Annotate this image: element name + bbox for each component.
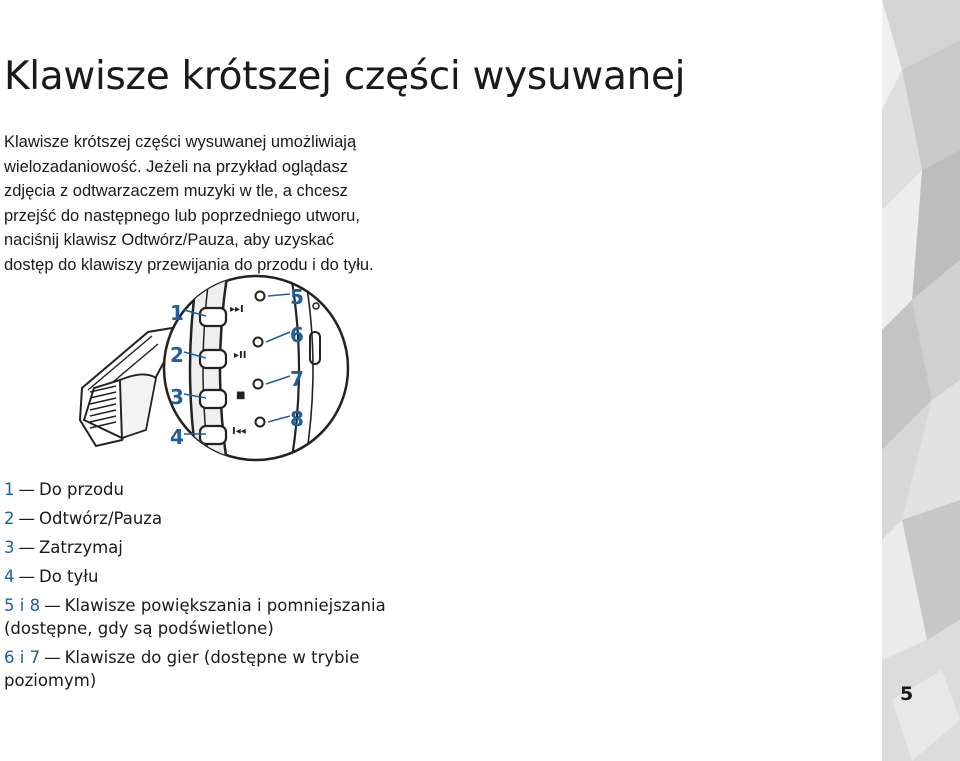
legend-text: Do przodu (39, 480, 124, 499)
callout-6: 6 (290, 323, 304, 347)
decorative-sidebar (882, 0, 960, 761)
legend (4, 478, 424, 698)
callout-3: 3 (170, 385, 184, 409)
callout-8: 8 (290, 407, 304, 431)
legend-text: Do tyłu (39, 567, 99, 586)
legend-text: Odtwórz/Pauza (39, 509, 163, 528)
phone-overview-drawing (80, 328, 178, 446)
device-keys-illustration (60, 270, 360, 470)
legend-number: 5 i 8 (4, 596, 41, 615)
legend-text: Zatrzymaj (39, 538, 123, 557)
legend-number: 2 (4, 509, 15, 528)
legend-text-continued: poziomym) (4, 671, 97, 690)
legend-text: Klawisze powiększania i pomniejszania (64, 596, 386, 615)
legend-number: 6 i 7 (4, 648, 41, 667)
legend-item (4, 536, 424, 559)
svg-text:▸II: ▸II (234, 350, 247, 361)
page-title: Klawisze krótszej części wysuwanej (4, 54, 686, 99)
legend-number: 4 (4, 567, 15, 586)
legend-number: 1 (4, 480, 15, 499)
callout-5: 5 (290, 285, 304, 309)
svg-text:■: ■ (236, 390, 246, 401)
legend-item (4, 646, 424, 692)
legend-number: 3 (4, 538, 15, 557)
magnified-side-keys (164, 270, 348, 470)
legend-item (4, 507, 424, 530)
legend-separator: — (44, 596, 61, 615)
legend-separator: — (44, 648, 61, 667)
intro-line: Klawisze krótszej części wysuwanej umożliwiają (4, 133, 357, 151)
intro-paragraph (4, 130, 444, 278)
callout-4: 4 (170, 425, 184, 449)
intro-line: dostęp do klawiszy przewijania do przodu i do tyłu. (4, 255, 374, 274)
legend-separator: — (18, 509, 35, 528)
intro-line: przejść do następnego lub poprzedniego utworu, (4, 206, 360, 225)
legend-text-continued: (dostępne, gdy są podświetlone) (4, 619, 274, 638)
svg-text:I◂◂: I◂◂ (232, 426, 246, 437)
callout-2: 2 (170, 343, 184, 367)
page-number: 5 (900, 683, 914, 705)
legend-separator: — (18, 480, 35, 499)
callout-7: 7 (290, 367, 304, 391)
legend-item (4, 594, 424, 640)
svg-text:▸▸I: ▸▸I (230, 304, 244, 315)
faceted-pattern (882, 0, 960, 761)
intro-line: naciśnij klawisz Odtwórz/Pauza, aby uzyskać (4, 231, 335, 250)
legend-item (4, 565, 424, 588)
intro-line: zdjęcia z odtwarzaczem muzyki w tle, a chcesz (4, 182, 348, 201)
legend-separator: — (18, 567, 35, 586)
legend-item (4, 478, 424, 501)
legend-separator: — (18, 538, 35, 557)
callout-1: 1 (170, 301, 184, 325)
legend-text: Klawisze do gier (dostępne w trybie (64, 648, 360, 667)
intro-line: wielozadaniowość. Jeżeli na przykład oglądasz (4, 157, 348, 176)
